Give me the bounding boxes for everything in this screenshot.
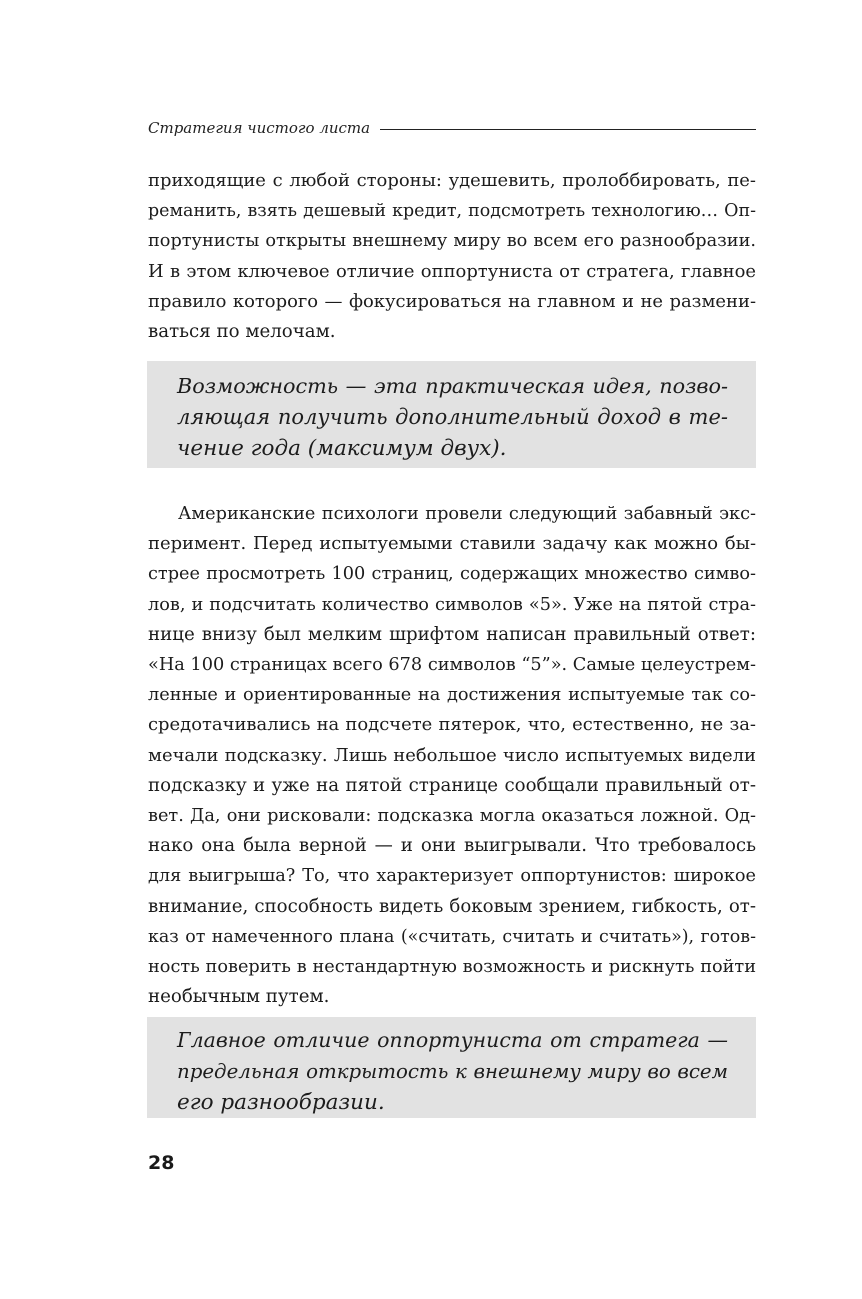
text-line: «На 100 страницах всего 678 символов “5”». Самые целеустрем- [148,655,756,676]
text-line: ленные и ориентированные на достижения испытуемые так со- [148,685,756,706]
text-line: приходящие с любой стороны: удешевить, пролоббировать, пе- [148,170,756,191]
text-line: правило которого — фокусироваться на главном и не размени- [148,290,756,312]
header-rule [380,129,756,130]
body-paragraph-1 [148,166,756,347]
text-line: лов, и подсчитать количество символов «5». Уже на пятой стра- [148,594,756,615]
text-line: внимание, способность видеть боковым зрением, гибкость, от- [148,895,756,917]
text-line: подсказку и уже на пятой странице сообщали правильный от- [148,774,756,796]
callout-line: чение года (максимум двух). [177,436,507,461]
running-title: Стратегия чистого листа [148,119,371,137]
text-line: И в этом ключевое отличие оппортуниста от стратега, главное [148,260,756,282]
text-line: нице внизу был мелким шрифтом написан правильный ответ: [148,623,756,645]
callout-line: его разнообразии. [177,1090,385,1115]
callout-line: Возможность — эта практическая идея, позво- [177,374,728,398]
callout-box-2 [147,1017,756,1118]
text-line: нако она была верной — и они выигрывали. Что требовалось [148,835,756,857]
text-line: ваться по мелочам. [148,321,336,343]
text-line: перимент. Перед испытуемыми ставили задачу как можно бы- [148,533,756,555]
callout-line: Главное отличие оппортуниста от стратега — [177,1028,728,1052]
text-line: средотачивались на подсчете пятерок, что, естественно, не за- [148,714,756,736]
text-line: вет. Да, они рисковали: подсказка могла оказаться ложной. Од- [148,806,756,827]
text-line: каз от намеченного плана («считать, считать и считать»), готов- [148,926,756,947]
text-line: реманить, взять дешевый кредит, подсмотреть технологию… Оп- [148,201,756,222]
text-line: ность поверить в нестандартную возможность и рискнуть пойти [148,957,756,978]
text-line: для выигрыша? То, что характеризует оппортунистов: широкое [148,866,756,887]
text-line: стрее просмотреть 100 страниц, содержащих множество симво- [148,564,756,585]
text-line: необычным путем. [148,986,330,1008]
text-line: портунисты открыты внешнему миру во всем его разнообразии. [148,231,756,252]
text-line: Американские психологи провели следующий забавный экс- [178,504,756,524]
running-header [148,116,756,140]
callout-line: ляющая получить дополнительный доход в те- [177,405,728,429]
page-number: 28 [148,1152,175,1174]
callout-line: предельная открытость к внешнему миру во всем [177,1060,728,1083]
callout-box-1 [147,361,756,468]
text-line: мечали подсказку. Лишь небольшое число испытуемых видели [148,744,756,766]
body-paragraph-2 [148,499,756,1012]
